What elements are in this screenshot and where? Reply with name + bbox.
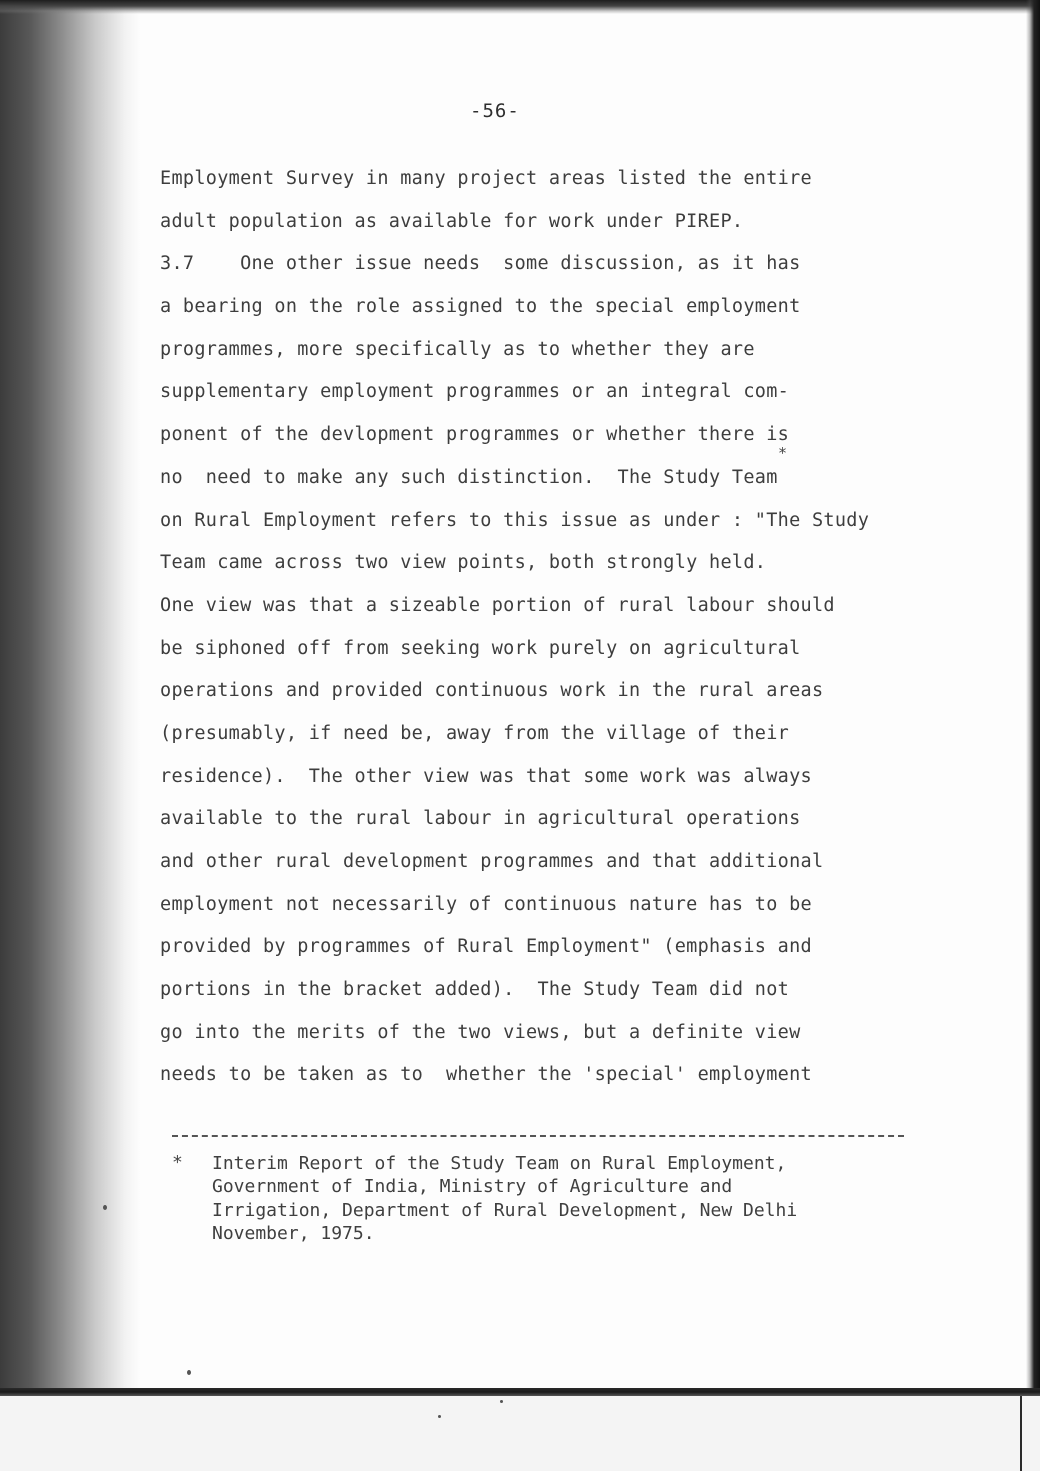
body-line: adult population as available for work under PIREP. [160, 210, 744, 232]
page-number: -56- [470, 100, 520, 122]
body-line: go into the merits of the two views, but a definite view [160, 1021, 801, 1043]
body-line: 3.7 One other issue needs some discussion, as it has [160, 253, 801, 275]
footnote-line: November, 1975. [212, 1222, 375, 1244]
scan-speck [103, 1205, 107, 1210]
body-line: portions in the bracket added). The Study Team did not [160, 979, 790, 1001]
body-line: operations and provided continuous work in the rural areas [160, 680, 824, 702]
body-line: Employment Survey in many project areas listed the entire [160, 168, 812, 189]
body-line: employment not necessarily of continuous nature has to be [160, 893, 812, 915]
body-line: and other rural development programmes and that additional [160, 851, 824, 872]
footnote-separator [172, 1135, 904, 1137]
scan-speck [500, 1400, 503, 1403]
bottom-page-edge [0, 1388, 1040, 1396]
footnote-reference-mark: * [778, 444, 788, 462]
scan-speck [438, 1415, 441, 1418]
body-line: provided by programmes of Rural Employment" (emphasis and [160, 936, 812, 958]
body-text [160, 158, 960, 1097]
body-line: ponent of the devlopment programmes or whether there is [160, 424, 790, 446]
footnote-line: Irrigation, Department of Rural Development, New Delhi [212, 1199, 798, 1221]
footnote-line: Government of India, Ministry of Agriculture and [212, 1176, 733, 1198]
binding-shadow [0, 0, 140, 1400]
body-line: programmes, more specifically as to whether they are [160, 338, 755, 360]
body-line: needs to be taken as to whether the 'special' employment [160, 1064, 812, 1086]
body-line: supplementary employment programmes or an integral com- [160, 381, 790, 403]
body-line: Team came across two view points, both strongly held. [160, 552, 767, 574]
scan-speck [187, 1370, 191, 1375]
body-line: no need to make any such distinction. The Study Team [160, 466, 778, 488]
body-line: residence). The other view was that some work was always [160, 765, 812, 787]
top-page-edge [0, 0, 1040, 14]
body-line: (presumably, if need be, away from the village of their [160, 722, 790, 744]
body-line: be siphoned off from seeking work purely on agricultural [160, 637, 801, 659]
body-line: on Rural Employment refers to this issue as under : "The Study [160, 509, 870, 531]
body-line: available to the rural labour in agricultural operations [160, 808, 801, 830]
scanner-bed [0, 1396, 1040, 1471]
scanner-bed-line [1020, 1396, 1022, 1471]
body-line: One view was that a sizeable portion of rural labour should [160, 594, 835, 616]
body-line: a bearing on the role assigned to the special employment [160, 296, 801, 318]
footnote-line: Interim Report of the Study Team on Rural Employment, [212, 1153, 787, 1174]
footnote-marker: * [172, 1152, 183, 1173]
right-page-edge [1026, 0, 1040, 1400]
footnote-text [212, 1152, 912, 1245]
